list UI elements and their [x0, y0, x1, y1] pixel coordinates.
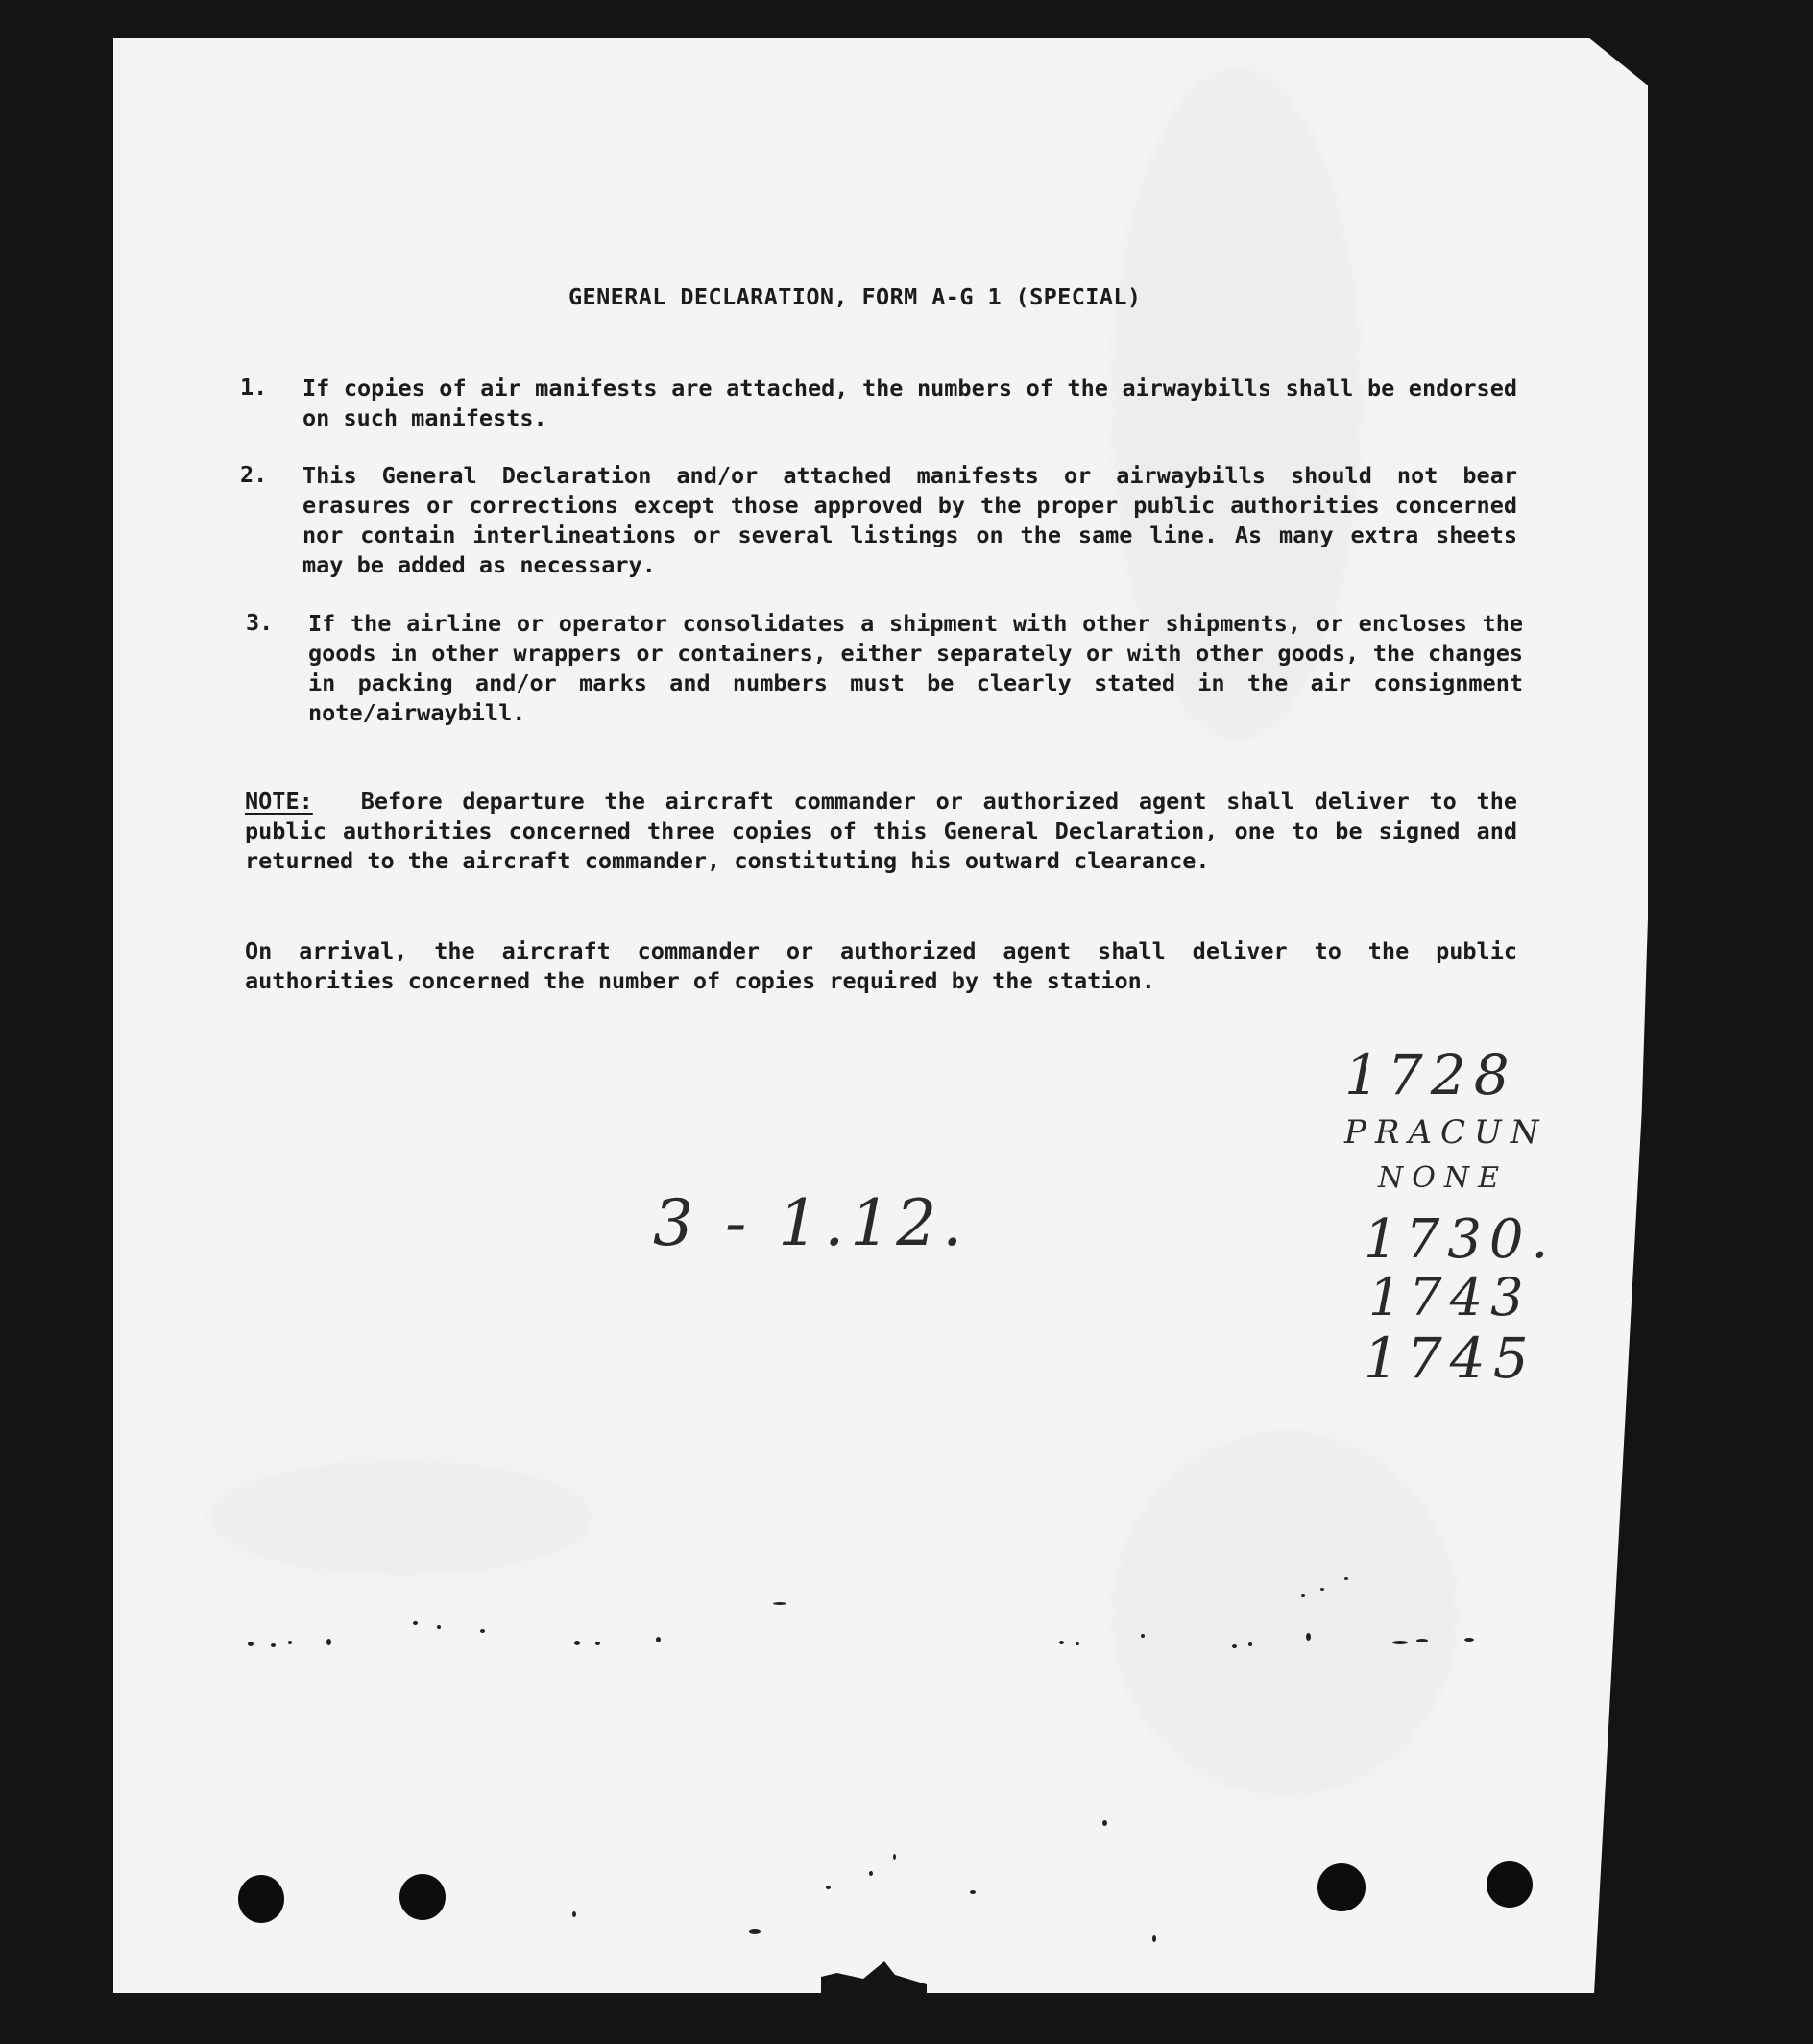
- handwritten-line: NONE: [1378, 1161, 1508, 1195]
- punch-hole: [399, 1874, 446, 1920]
- handwritten-line: 1728: [1344, 1042, 1517, 1107]
- instruction-item-1: [240, 374, 1517, 433]
- item-text: If the airline or operator consolidates a shipment with other shipments, or encloses the goods in other wrappers or containers, either separately or with other goods, the changes in packing and/or marks and numbers must be clearly stated in the air consignment note/airwaybill.: [308, 610, 1523, 726]
- punch-hole: [238, 1875, 284, 1923]
- note-paragraph: [245, 787, 1517, 876]
- item-number: 1.: [240, 374, 268, 401]
- instruction-item-3: [246, 609, 1523, 728]
- note-label: NOTE:: [245, 788, 313, 815]
- punch-hole: [1317, 1863, 1366, 1911]
- punch-hole: [1487, 1862, 1533, 1908]
- handwritten-margin-notes: [1340, 1042, 1589, 1391]
- item-number: 2.: [240, 461, 268, 488]
- arrival-paragraph: On arrival, the aircraft commander or authorized agent shall deliver to the public authorities concerned the number of copies required by the station.: [245, 937, 1517, 994]
- handwritten-line: 1743: [1368, 1267, 1532, 1327]
- item-text: This General Declaration and/or attached manifests or airwaybills should not bear erasures or corrections except those approved by the proper public authorities concerned nor contain interlineations or several listings on the same line. As many extra sheets may be added as necessary.: [302, 462, 1517, 578]
- item-text: If copies of air manifests are attached, the numbers of the airwaybills shall be endorsed on such manifests.: [302, 375, 1517, 431]
- handwritten-line: 1730.: [1364, 1208, 1557, 1271]
- handwritten-center-note: 3 - 1.12.: [653, 1186, 969, 1260]
- handwritten-line: PRACUN: [1344, 1113, 1548, 1152]
- paper-sheet: [113, 38, 1648, 1993]
- item-number: 3.: [246, 609, 274, 636]
- note-text: Before departure the aircraft commander or authorized agent shall deliver to the public authorities concerned three copies of this General Declaration, one to be signed and returned to the aircraft commander, constituting his outward clearance.: [245, 788, 1517, 874]
- handwritten-line: 1745: [1364, 1326, 1536, 1391]
- instruction-item-2: [240, 461, 1517, 580]
- form-title: GENERAL DECLARATION, FORM A-G 1 (SPECIAL): [568, 283, 1142, 310]
